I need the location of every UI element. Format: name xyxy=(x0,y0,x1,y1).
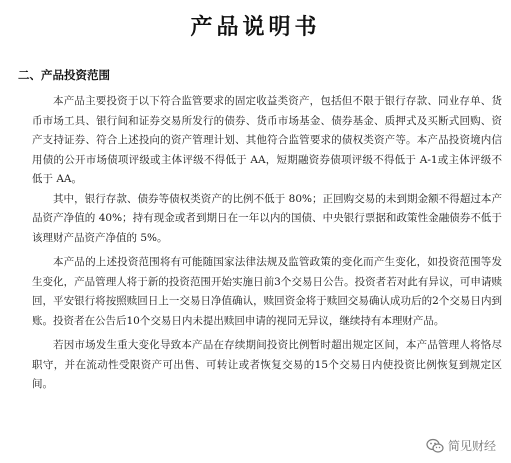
watermark xyxy=(423,436,499,455)
section-heading: 二、产品投资范围 xyxy=(18,68,110,82)
paragraph-market-change: 若因市场发生重大变化导致本产品在存续期间投资比例暂时超出规定区间，本产品管理人将恪尽职守，并在流动性受限资产可出售、可转让或者恢复交易的15个交易日内使投资比例恢复到规定区间。 xyxy=(32,339,502,390)
wechat-icon xyxy=(426,438,444,454)
paragraph-investment-scope: 本产品主要投资于以下符合监管要求的固定收益类资产，包括但不限于银行存款、同业存单、货币市场工具、银行间和证券交易所发行的债券、货币市场基金、债券基金、质押式及买断式回购、资产支持证券、符合上述投向的资产管理计划、其他符合监管要求的债权类资产等。本产品投资境内信用债的公开市场债项评级或主体评级不得低于 AA，短期融资券债项评级不得低于 A-1或主体评级不低于 AA。 xyxy=(32,95,502,185)
document-body xyxy=(32,92,502,395)
paragraph-asset-ratio: 其中，银行存款、债券等债权类资产的比例不低于 80%；正回购交易的未到期金额不得超过本产品资产净值的 40%；持有现金或者到期日在一年以内的国债、中央银行票据和政策性金融债券不低于该理财产品资产净值的 5%。 xyxy=(32,192,502,244)
page-title: 产品说明书 xyxy=(190,15,321,40)
paragraph-scope-change: 本产品的上述投资范围将有可能随国家法律法规及监管政策的变化而产生变化，如投资范围等发生变化，产品管理人将于新的投资范围开始实施日前3个交易日公告。投资者若对此有异议，可申请赎回，平安银行将按照赎回日上一交易日净值确认，赎回资金将于赎回交易确认成功后的2个交易日内到账。投资者在公告后10个交易日内未提出赎回申请的视同无异议，继续持有本理财产品。 xyxy=(32,256,502,327)
watermark-text: 简见财经 xyxy=(447,439,496,453)
